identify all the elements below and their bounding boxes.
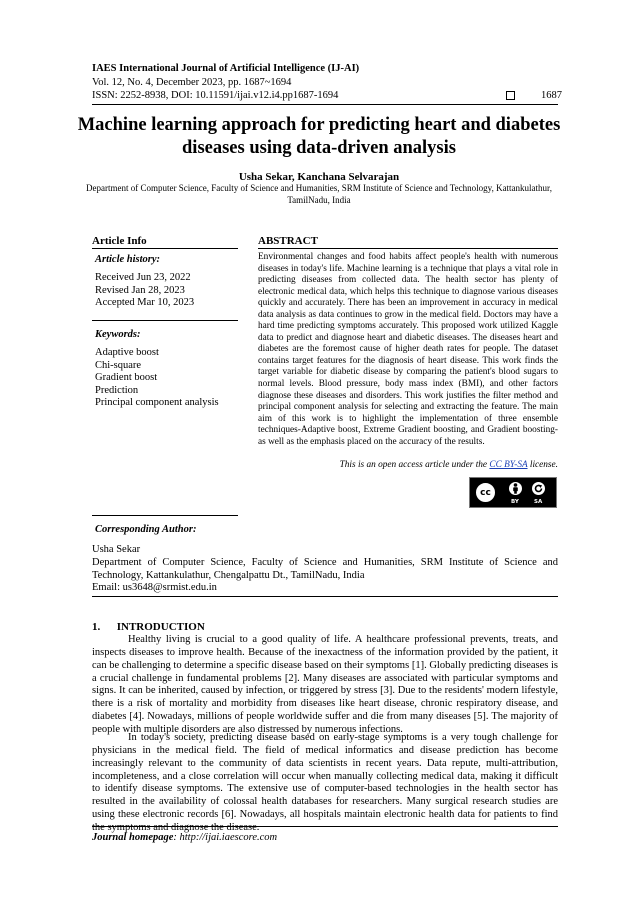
affiliation: Department of Computer Science, Faculty of Science and Humanities, SRM Institute of Science and Technology, Kattankulathur, TamilNadu, India — [86, 183, 552, 205]
keyword-item: Chi-square — [95, 359, 142, 371]
front-matter-rule — [92, 596, 558, 597]
article-info-rule — [92, 248, 238, 249]
corresponding-top-rule — [92, 515, 238, 516]
header-rule — [92, 104, 558, 105]
issn-doi-line: ISSN: 2252-8938, DOI: 10.11591/ijai.v12.i4.pp1687-1694 — [92, 90, 339, 101]
journal-homepage — [92, 832, 277, 843]
abstract-rule — [258, 248, 558, 249]
open-access-suffix: license. — [529, 460, 558, 470]
history-accepted: Accepted Mar 10, 2023 — [95, 297, 195, 308]
square-icon — [506, 91, 515, 100]
article-info-heading: Article Info — [92, 235, 147, 247]
article-history-list — [95, 272, 194, 310]
article-history-heading: Article history: — [95, 254, 161, 265]
history-received: Received Jun 23, 2022 — [95, 272, 191, 283]
abstract-heading: ABSTRACT — [258, 235, 318, 247]
introduction-paragraph-2: In today's society, predicting disease based on early-stage symptoms is a very tough challenge for physicians in the medical field. The field of medical informatics and disease prediction has become increasingly relevant to the community of data scientists in recent years. Data repute, multi-attribution, incompleteness, and a close correlation will occur when manually collecting medical data, making it difficult to identify disease symptoms. The extensive use of computer-based technologies in the health sector has resulted in the availability of colossal health databases for researchers. Many surgical research studies are using these electronic records [6]. Nowadays, all hospitals maintain electronic health data for patients to find the symptoms and diagnose the disease. — [92, 732, 558, 833]
introduction-paragraph-1: Healthy living is crucial to a good quality of life. A healthcare professional prevents, treats, and inspects diseases to improve health. Because of the inexactness of the information provided by the patient, it can be challenging to determine a specific disease based on their symptoms [1]. Globally predicting diseases is a crucial challenge in fundamental problems [2]. Many diseases are associated with particular symptoms and signs. It can be inherited, caused by infection, or triggered by stress [3]. Due to the residents' modern lifestyle, there is a risk of mortality and morbidity from diseases like heart disease, chronic respiratory disease, and diabetes [4]. Nowadays, millions of people worldwide suffer and die from many diseases [5]. The majority of people with multiple disorders are also distressed by numerous infections. — [92, 634, 558, 735]
corresponding-author-block — [92, 544, 558, 595]
abstract-text: Environmental changes and food habits affect people's health with numerous diseases in today's life. Machine learning is a technique that plays a vital role in predicting diseases from collected data. The health sector has plenty of electronic medical data, which helps this technique to diagnose various diseases quickly and accurately. There has been an improvement in accuracy in medical data analysis as data continues to grow in the medical field. Doctors may have a hard time predicting symptoms accurately. This proposed work utilized Kaggle data to predict and diagnose heart and diabetic diseases. The diseases heart and diabetes are the foremost cause of higher death rates for people. The dataset contains target features for the diagnosis of heart disease. This work finds the target variable for diabetic disease by comparing the patient's blood sugars to normal levels. Blood pressure, body mass index (BMI), and other factors diagnose these diseases and disorders. This work justifies the filter method and principal component analysis for selecting and extracting the feature. The main aim of this work is to highlight the implementation of three ensemble techniques-Adaptive boost, Extreme Gradient boosting, and Gradient boosting-as well as the emphasis placed on the accuracy of the results. — [258, 252, 558, 447]
keyword-item: Prediction — [95, 384, 139, 396]
keyword-item: Adaptive boost — [95, 347, 159, 358]
history-revised: Revised Jan 28, 2023 — [95, 284, 185, 296]
page-number: 1687 — [541, 90, 562, 101]
journal-name: IAES International Journal of Artificial Intelligence (IJ-AI) — [92, 63, 360, 74]
by-label: BY — [511, 499, 519, 505]
keyword-item: Gradient boost — [95, 372, 158, 383]
corresponding-department: Department of Computer Science, Faculty of Science and Humanities, SRM Institute of Science and Technology, Kattankulathur, Chengalpattu Dt., TamilNadu, India — [92, 556, 558, 581]
volume-line: Vol. 12, No. 4, December 2023, pp. 1687~1694 — [92, 76, 292, 88]
corresponding-heading: Corresponding Author: — [95, 524, 197, 535]
homepage-label: Journal homepage — [92, 832, 174, 843]
license-link[interactable]: CC BY-SA — [489, 460, 528, 470]
share-alike-icon — [530, 480, 547, 497]
homepage-url[interactable]: : http://ijai.iaescore.com — [173, 832, 278, 843]
attribution-person-icon — [507, 480, 524, 497]
corresponding-email: Email: us3648@srmist.edu.in — [92, 582, 217, 594]
corresponding-name: Usha Sekar — [92, 544, 141, 555]
open-access-prefix: This is an open access article under the — [339, 460, 488, 470]
keywords-heading: Keywords: — [95, 329, 141, 340]
cc-icon: cc — [474, 481, 497, 504]
history-rule — [92, 320, 238, 321]
keywords-list — [95, 347, 219, 410]
footer-rule — [92, 826, 558, 827]
introduction-heading: 1. INTRODUCTION — [92, 621, 205, 633]
keyword-item: Principal component analysis — [95, 397, 219, 408]
sa-label: SA — [534, 499, 543, 505]
journal-header — [92, 62, 562, 103]
open-access-note — [258, 460, 558, 470]
authors: Usha Sekar, Kanchana Selvarajan — [238, 171, 400, 183]
cc-by-sa-badge[interactable] — [469, 477, 557, 508]
paper-title: Machine learning approach for predicting heart and diabetes diseases using data-driven analysis — [77, 115, 561, 158]
